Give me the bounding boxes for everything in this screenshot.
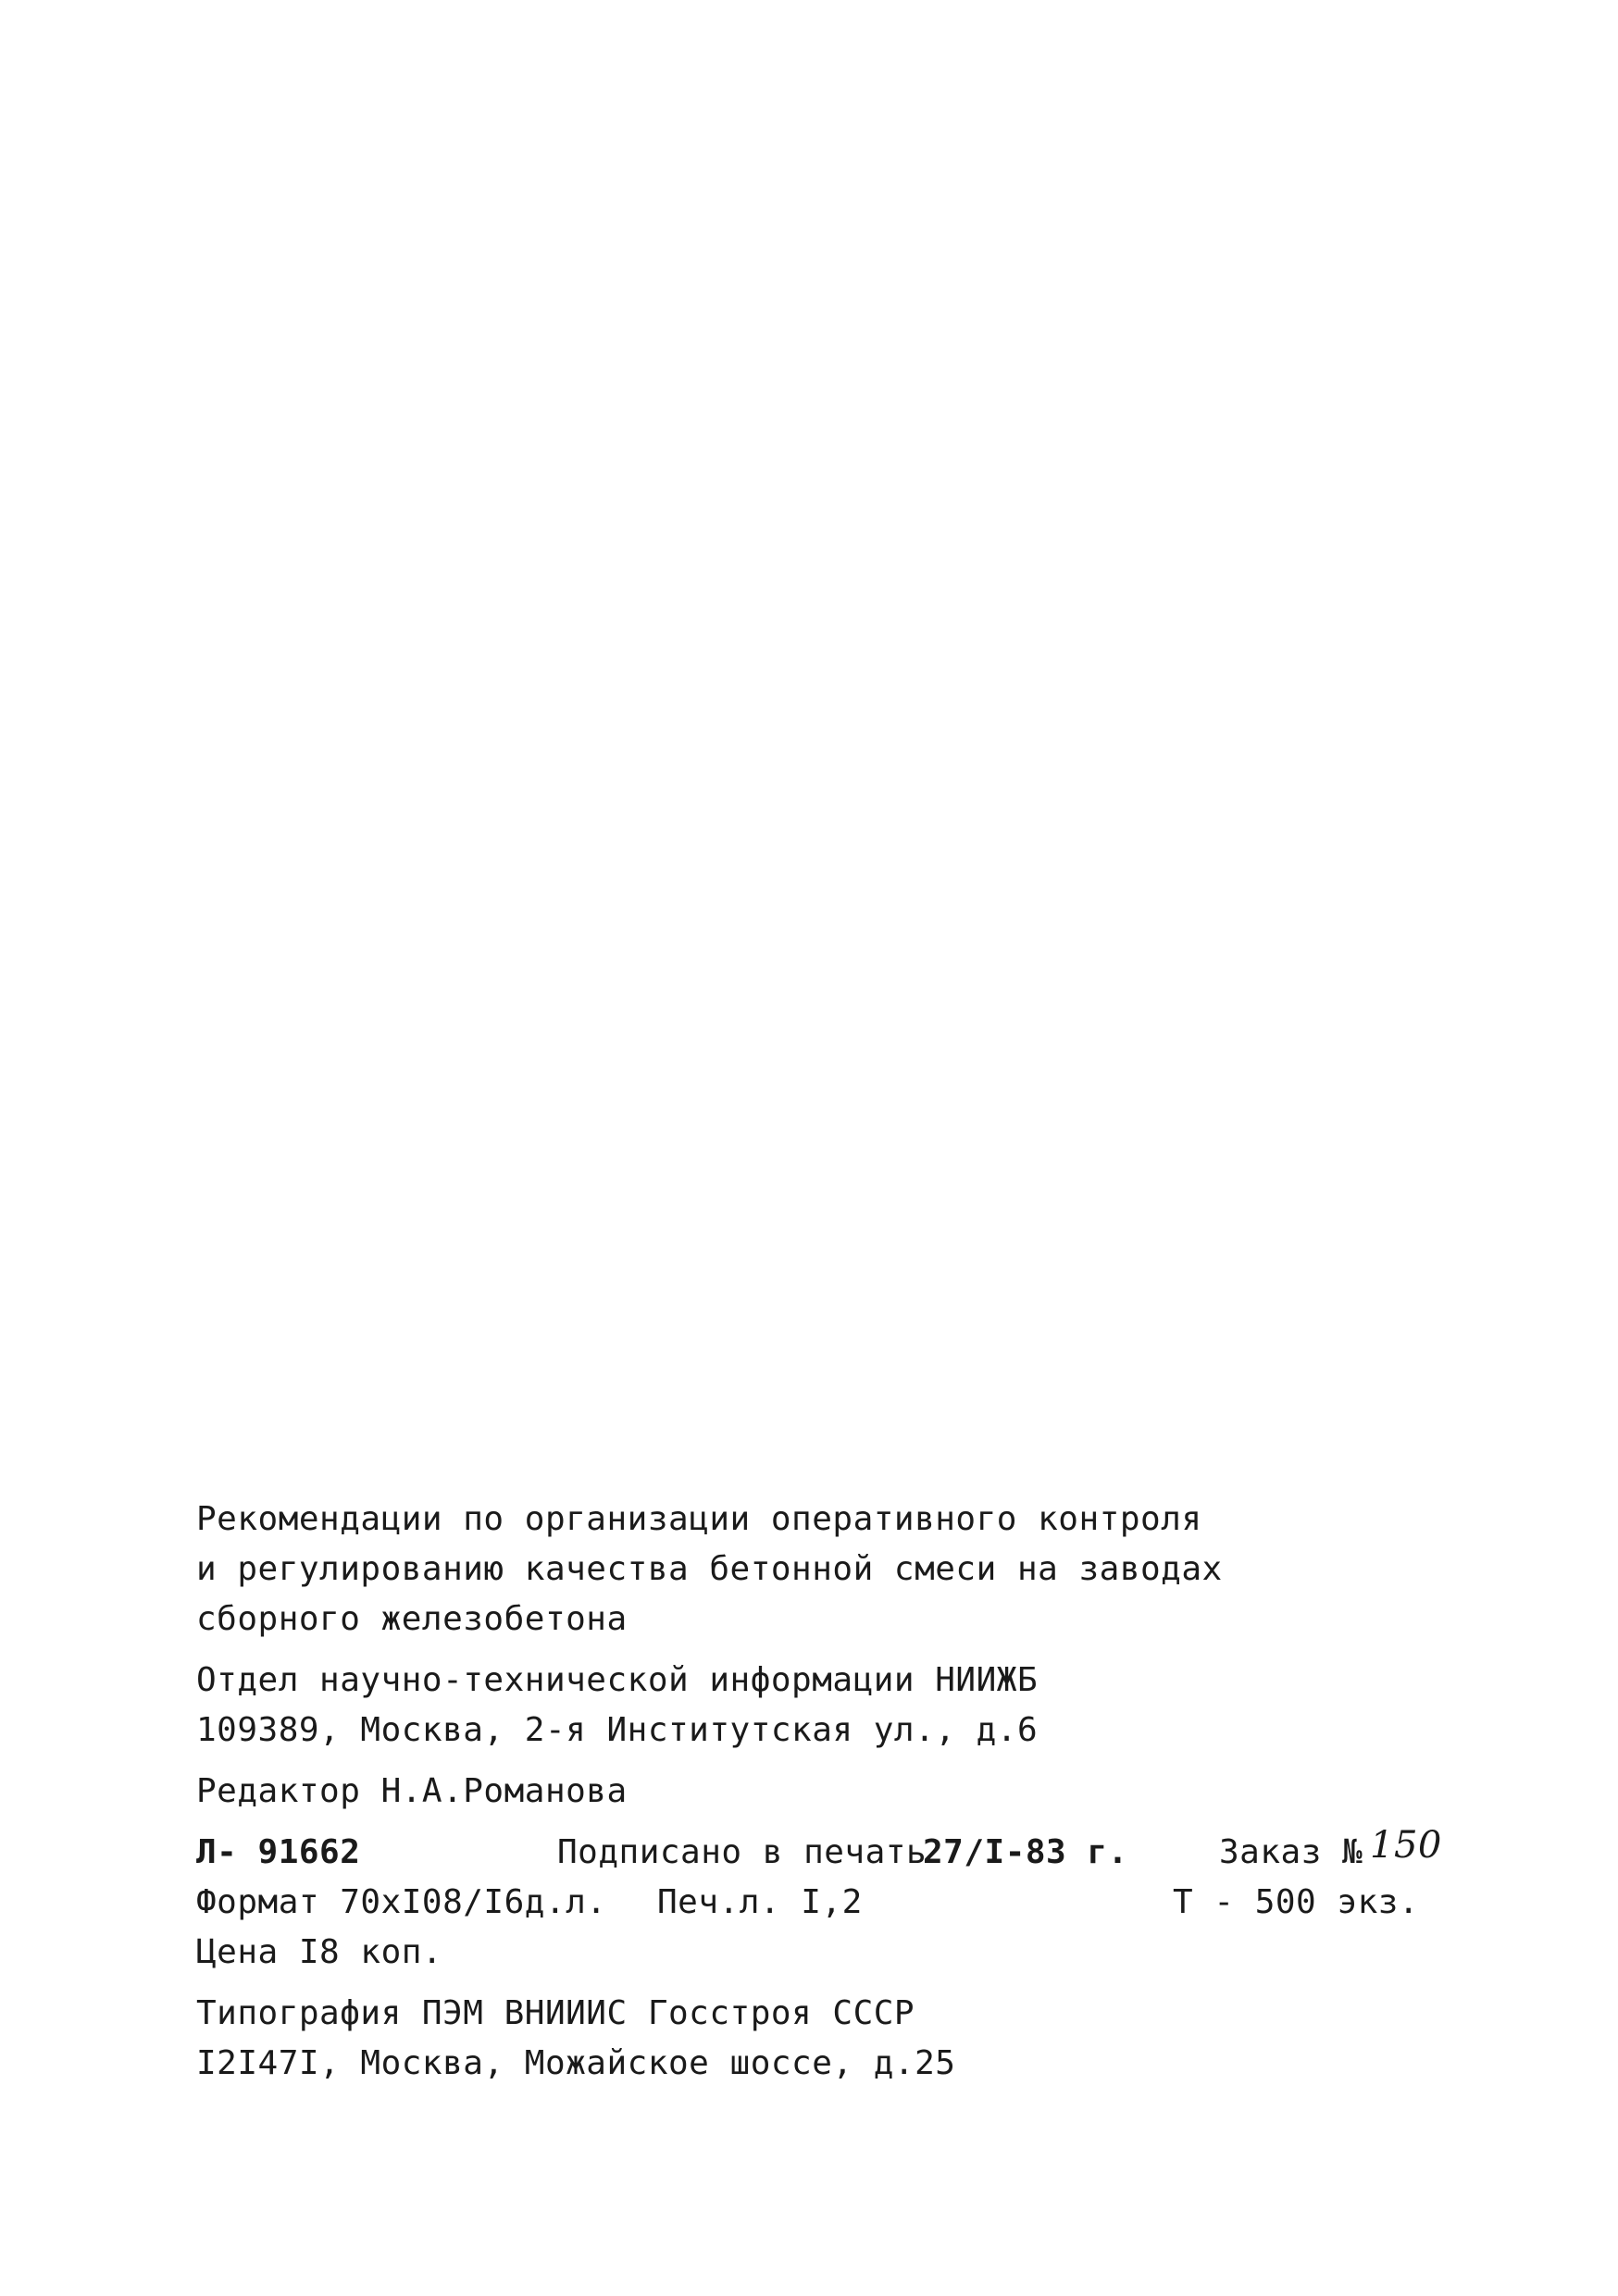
- print-info-row-1: [196, 1824, 1511, 1878]
- printer-name: Типография ПЭМ ВНИИИС Госстроя СССР: [196, 1994, 915, 2032]
- signed-date: 27/I-83 г.: [923, 1833, 1128, 1871]
- title-line-1: Рекомендации по организации оперативного контроля: [196, 1500, 1202, 1538]
- order-number: 150: [1370, 1824, 1442, 1867]
- publisher-address: 109389, Москва, 2-я Институтская ул., д.6: [196, 1711, 1039, 1749]
- format: Формат 70хI08/I6д.л.: [196, 1883, 607, 1921]
- title-line-3: сборного железобетона: [196, 1600, 628, 1638]
- publication-title: [196, 1495, 1511, 1644]
- print-info-row-2: [196, 1878, 1511, 1928]
- print-run: Т - 500 экз.: [1173, 1883, 1420, 1921]
- signed-label: Подписано в печать: [557, 1833, 927, 1871]
- order-label: Заказ №: [1219, 1833, 1363, 1871]
- editor-block: [196, 1767, 1511, 1817]
- publisher-department: Отдел научно-технической информации НИИЖБ: [196, 1661, 1039, 1699]
- print-info-block: [196, 1824, 1511, 1978]
- printed-sheets: Печ.л. I,2: [657, 1883, 863, 1921]
- publisher-block: [196, 1656, 1511, 1756]
- editor-name: Редактор Н.А.Романова: [196, 1772, 628, 1810]
- colophon: [196, 1495, 1511, 2089]
- print-info-row-3: [196, 1928, 1511, 1978]
- printer-block: [196, 1989, 1511, 2089]
- price: Цена I8 коп.: [196, 1933, 443, 1971]
- license-number: Л- 91662: [196, 1833, 361, 1871]
- printer-address: I2I47I, Москва, Можайское шоссе, д.25: [196, 2044, 956, 2082]
- title-line-2: и регулированию качества бетонной смеси на заводах: [196, 1550, 1223, 1588]
